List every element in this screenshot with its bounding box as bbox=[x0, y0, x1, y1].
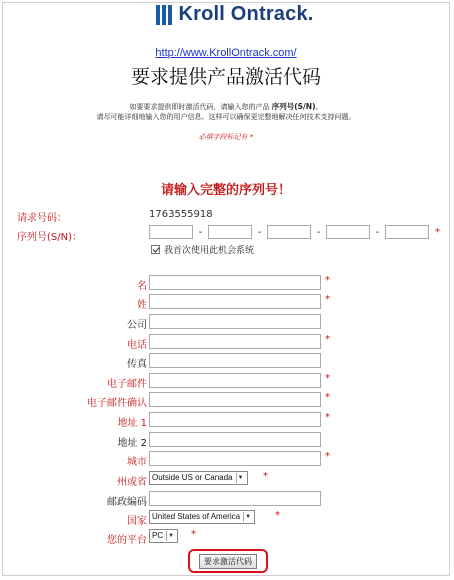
country-selected-value: United States of America bbox=[152, 512, 241, 521]
required-star: * bbox=[325, 334, 330, 345]
page-frame bbox=[2, 2, 450, 576]
field-row-email-confirm bbox=[3, 392, 450, 408]
company-label: 公司 bbox=[127, 320, 147, 331]
logo-text: Kroll Ontrack. bbox=[178, 3, 314, 25]
request-number-label: 请求号码： bbox=[17, 213, 67, 224]
instructions-line1-pre: 如要要求提供即时激活代码，请输入您的产品 bbox=[129, 103, 272, 111]
field-row-email bbox=[3, 373, 450, 389]
last-name-label: 姓 bbox=[137, 300, 147, 311]
field-row-address2 bbox=[3, 432, 450, 448]
address1-input[interactable] bbox=[149, 412, 321, 427]
field-row-city bbox=[3, 451, 450, 467]
serial-input-3[interactable] bbox=[267, 225, 311, 239]
instructions bbox=[3, 102, 449, 122]
country-label: 国家 bbox=[127, 516, 147, 527]
dropdown-arrow-icon[interactable]: ▼ bbox=[166, 531, 175, 541]
serial-dash: - bbox=[198, 226, 203, 238]
serial-input-4[interactable] bbox=[326, 225, 370, 239]
address2-label: 地址 2 bbox=[117, 438, 147, 449]
city-label: 城市 bbox=[127, 457, 147, 468]
platform-select[interactable] bbox=[149, 529, 178, 543]
zip-input[interactable] bbox=[149, 491, 321, 506]
field-row-country bbox=[3, 510, 450, 526]
field-row-company bbox=[3, 314, 450, 330]
required-star: * bbox=[325, 451, 330, 462]
required-star: * bbox=[325, 373, 330, 384]
serial-number-row bbox=[149, 223, 440, 241]
state-select[interactable] bbox=[149, 471, 248, 485]
first-use-checkbox[interactable] bbox=[151, 245, 160, 254]
field-row-address1 bbox=[3, 412, 450, 428]
field-row-fax bbox=[3, 353, 450, 369]
platform-selected-value: PC bbox=[152, 531, 164, 540]
dropdown-arrow-icon[interactable]: ▼ bbox=[243, 512, 252, 522]
state-label: 州或省 bbox=[117, 477, 147, 488]
required-star: * bbox=[435, 226, 440, 238]
required-star: * bbox=[263, 471, 268, 482]
serial-input-5[interactable] bbox=[385, 225, 429, 239]
brand-logo bbox=[3, 3, 449, 29]
email-confirm-label: 电子邮件确认 bbox=[87, 398, 147, 409]
required-star: * bbox=[275, 510, 280, 521]
field-row-state bbox=[3, 471, 450, 487]
zip-label: 邮政编码 bbox=[107, 497, 147, 508]
request-number-value: 1763555918 bbox=[149, 209, 213, 220]
required-note: 必填字段标记有 * bbox=[198, 133, 254, 141]
serial-input-2[interactable] bbox=[208, 225, 252, 239]
address1-label: 地址 1 bbox=[117, 418, 147, 429]
fax-input[interactable] bbox=[149, 353, 321, 368]
page-title: 要求提供产品激活代码 bbox=[130, 66, 321, 88]
field-row-platform bbox=[3, 529, 450, 545]
field-row-phone bbox=[3, 334, 450, 350]
first-name-input[interactable] bbox=[149, 275, 321, 290]
email-input[interactable] bbox=[149, 373, 321, 388]
serial-dash: - bbox=[316, 226, 321, 238]
last-name-input[interactable] bbox=[149, 294, 321, 309]
first-use-label: 我首次使用此机会系统 bbox=[164, 246, 255, 256]
submit-highlight bbox=[188, 549, 268, 573]
site-link[interactable]: http://www.KrollOntrack.com/ bbox=[155, 47, 297, 59]
state-selected-value: Outside US or Canada bbox=[152, 473, 233, 482]
phone-input[interactable] bbox=[149, 334, 321, 349]
request-activation-code-button[interactable]: 要求激活代码 bbox=[199, 554, 257, 569]
serial-dash: - bbox=[375, 226, 380, 238]
city-input[interactable] bbox=[149, 451, 321, 466]
serial-heading: 请输入完整的序列号！ bbox=[160, 183, 291, 198]
instructions-line2: 请尽可能详细地输入您的用户信息。这样可以确保更完整地解决任何技术支持问题。 bbox=[96, 113, 356, 121]
kroll-bars-logo-icon bbox=[156, 5, 172, 25]
phone-label: 电话 bbox=[127, 340, 147, 351]
required-star: * bbox=[325, 392, 330, 403]
company-input[interactable] bbox=[149, 314, 321, 329]
email-label: 电子邮件 bbox=[107, 379, 147, 390]
instructions-line1-post: 。 bbox=[315, 103, 323, 111]
platform-label: 您的平台 bbox=[107, 535, 147, 546]
email-confirm-input[interactable] bbox=[149, 392, 321, 407]
first-name-label: 名 bbox=[137, 281, 147, 292]
field-row-last-name bbox=[3, 294, 450, 310]
required-star: * bbox=[325, 294, 330, 305]
instructions-line1-bold: 序列号(S/N) bbox=[271, 102, 316, 111]
country-select[interactable] bbox=[149, 510, 255, 524]
first-use-checkbox-row[interactable] bbox=[151, 243, 254, 256]
required-star: * bbox=[325, 412, 330, 423]
serial-dash: - bbox=[257, 226, 262, 238]
fax-label: 传真 bbox=[127, 359, 147, 370]
dropdown-arrow-icon[interactable]: ▼ bbox=[236, 473, 245, 483]
serial-number-label: 序列号(S/N)： bbox=[17, 232, 82, 243]
field-row-first-name bbox=[3, 275, 450, 291]
serial-input-1[interactable] bbox=[149, 225, 193, 239]
field-row-zip bbox=[3, 491, 450, 507]
required-star: * bbox=[191, 529, 196, 540]
address2-input[interactable] bbox=[149, 432, 321, 447]
required-star: * bbox=[325, 275, 330, 286]
